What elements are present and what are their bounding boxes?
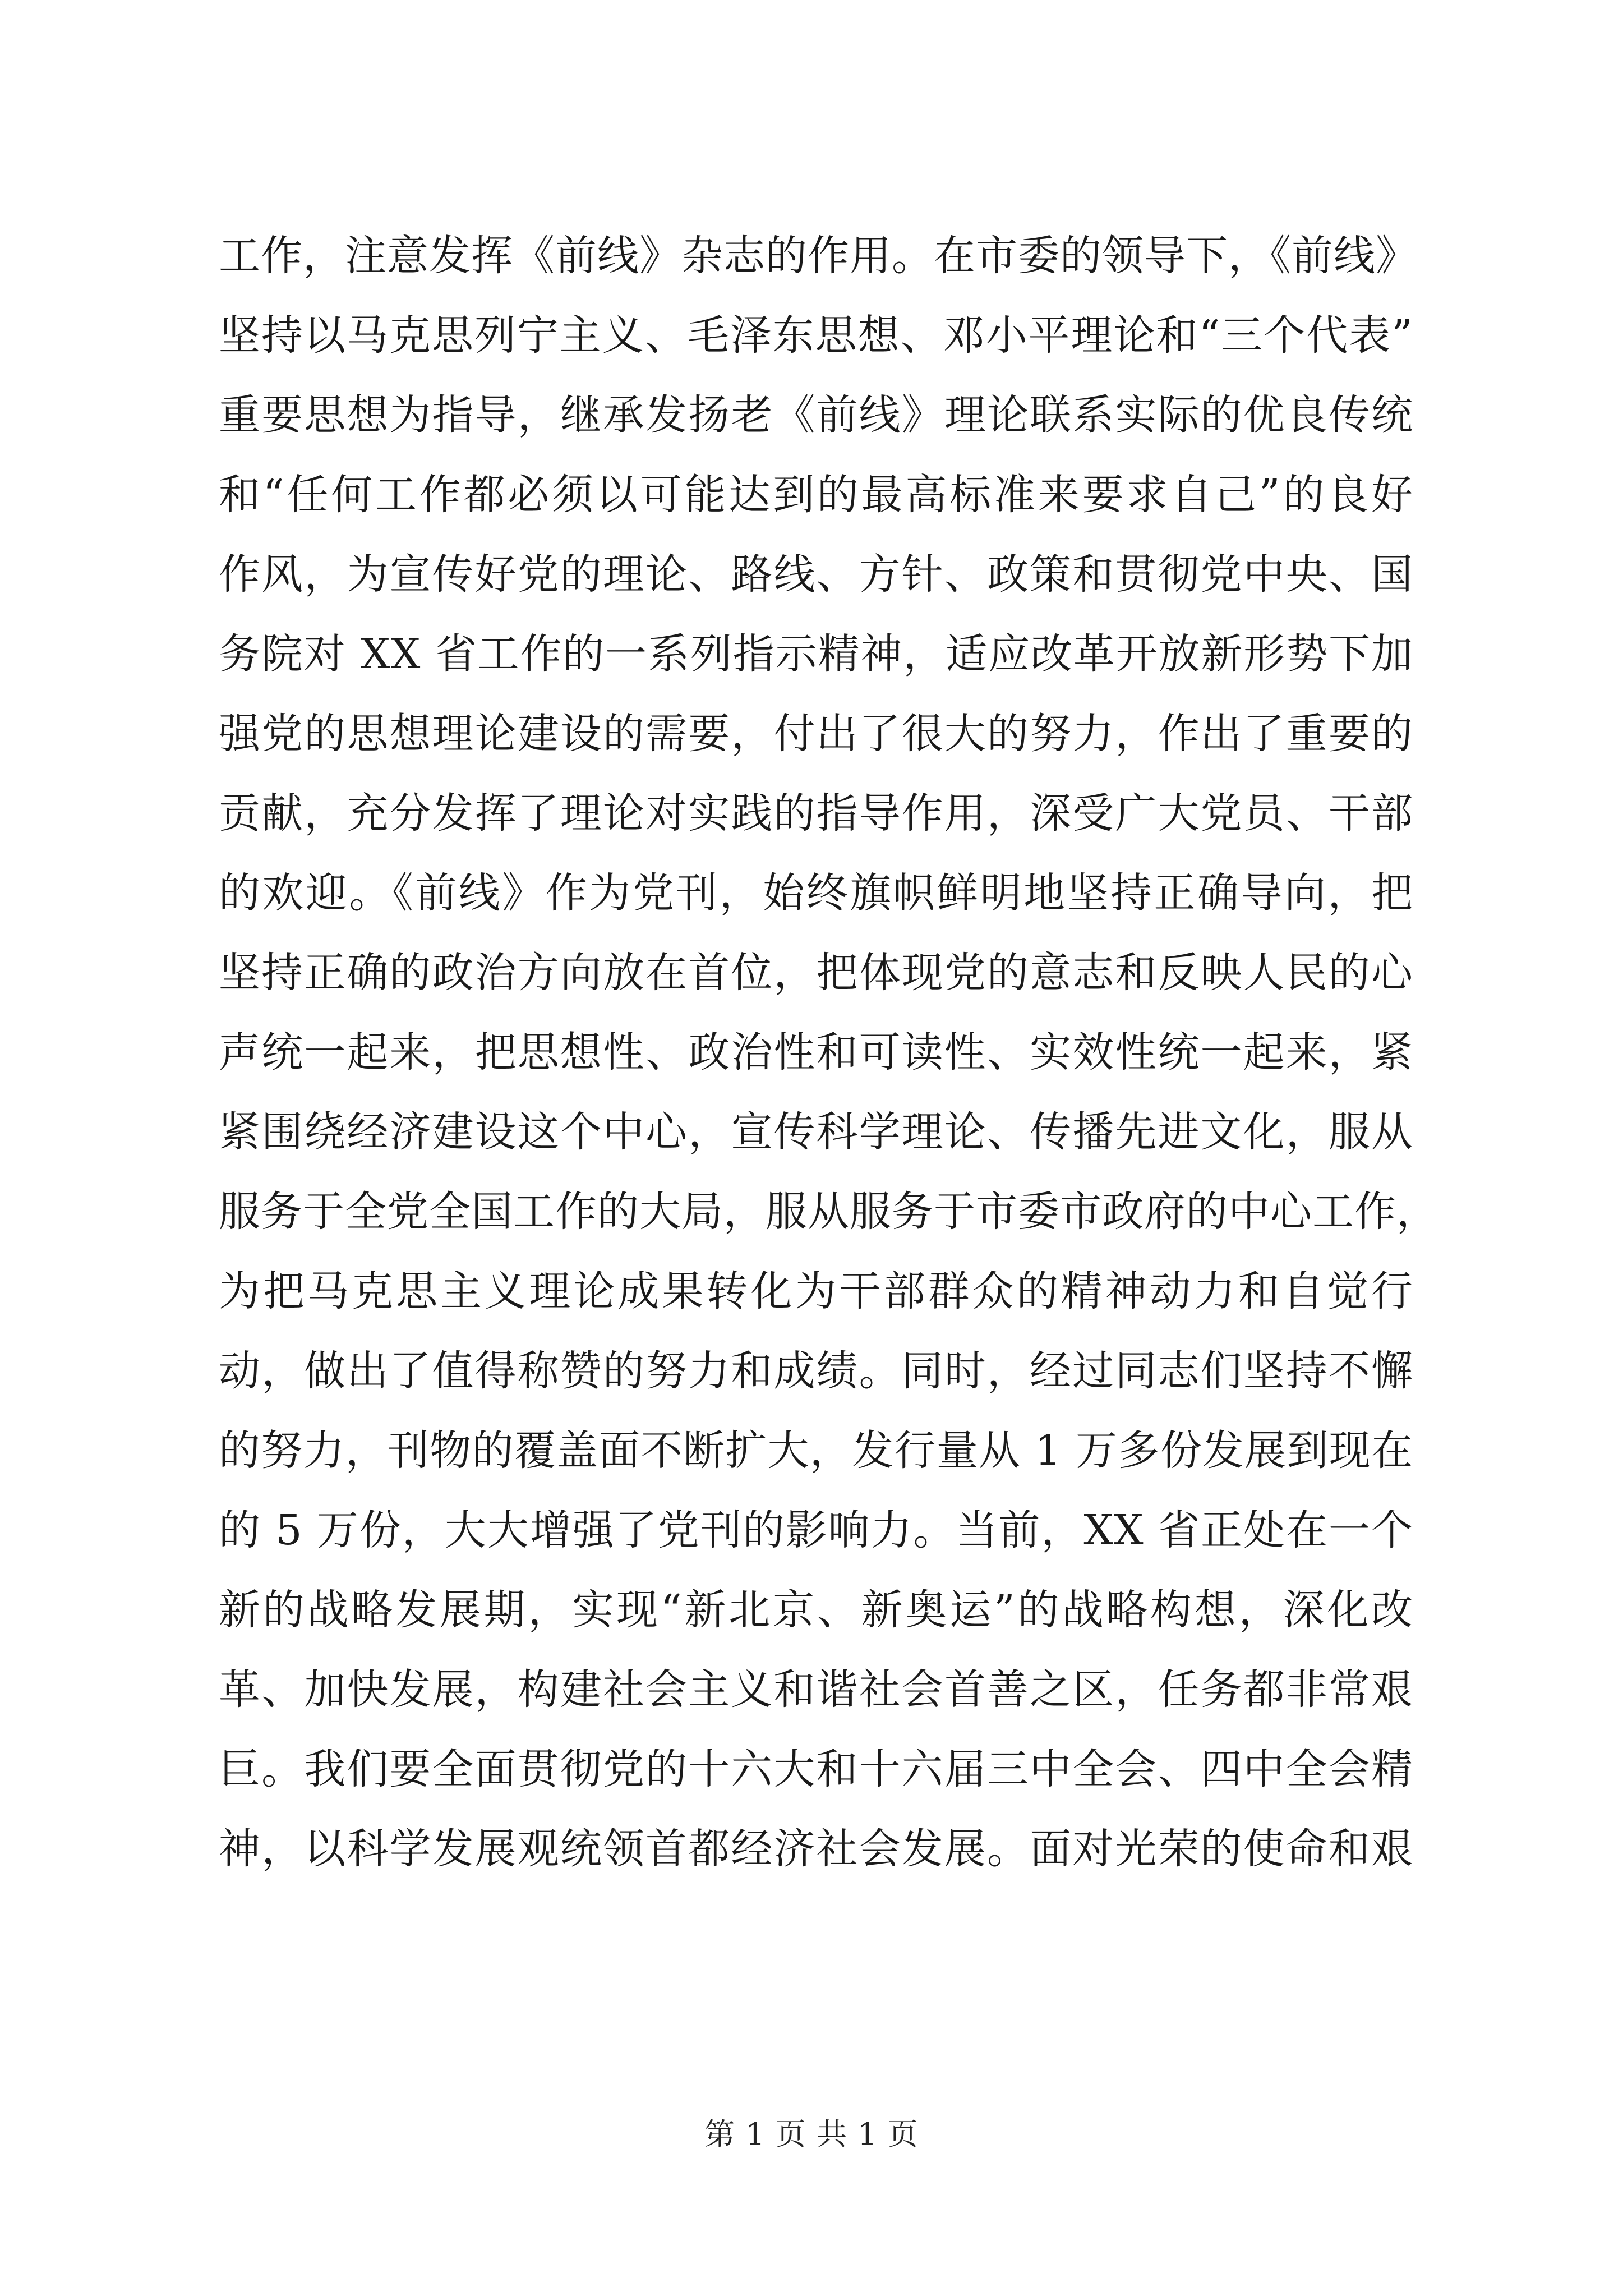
text-line-13: 服务于全党全国工作的大局，服从服务于市委市政府的中心工作， (219, 1188, 1438, 1236)
text-line-14: 为把马克思主义理论成果转化为干部群众的精神动力和自觉行 (219, 1267, 1413, 1315)
text-line-15: 动，做出了值得称赞的努力和成绩。同时，经过同志们坚持不懈 (219, 1347, 1413, 1395)
text-line-1: 工作，注意发挥《前线》杂志的作用。在市委的领导下，《前线》 (219, 232, 1418, 280)
text-line-10: 坚持正确的政治方向放在首位，把体现党的意志和反映人民的心 (219, 949, 1413, 997)
text-line-12: 紧围绕经济建设这个中心，宣传科学理论、传播先进文化，服从 (219, 1108, 1413, 1156)
text-line-17: 的 5 万份，大大增强了党刊的影响力。当前，XX 省正处在一个 (219, 1506, 1413, 1554)
text-line-11: 声统一起来，把思想性、政治性和可读性、实效性统一起来，紧 (219, 1028, 1413, 1076)
text-line-7: 强党的思想理论建设的需要，付出了很大的努力，作出了重要的 (219, 710, 1413, 758)
text-line-19: 革、加快发展，构建社会主义和谐社会首善之区，任务都非常艰 (219, 1665, 1413, 1714)
text-line-16: 的努力，刊物的覆盖面不断扩大，发行量从 1 万多份发展到现在 (219, 1427, 1413, 1475)
text-line-8: 贡献，充分发挥了理论对实践的指导作用，深受广大党员、干部 (219, 789, 1413, 838)
body-text (219, 216, 1438, 1889)
text-line-2: 坚持以马克思列宁主义、毛泽东思想、邓小平理论和“三个代表” (219, 311, 1413, 360)
page-footer: 第 1 页 共 1 页 (704, 2116, 919, 2152)
text-line-18: 新的战略发展期，实现“新北京、新奥运”的战略构想，深化改 (219, 1586, 1413, 1634)
text-line-21: 神，以科学发展观统领首都经济社会发展。面对光荣的使命和艰 (219, 1825, 1413, 1873)
text-line-6: 务院对 XX 省工作的一系列指示精神，适应改革开放新形势下加 (219, 630, 1413, 678)
text-line-4: 和“任何工作都必须以可能达到的最高标准来要求自己”的良好 (219, 471, 1413, 519)
text-line-3: 重要思想为指导，继承发扬老《前线》理论联系实际的优良传统 (219, 391, 1413, 439)
text-line-5: 作风，为宣传好党的理论、路线、方针、政策和贯彻党中央、国 (219, 550, 1413, 599)
text-line-9: 的欢迎。《前线》作为党刊，始终旗帜鲜明地坚持正确导向，把 (219, 869, 1413, 917)
text-line-20: 巨。我们要全面贯彻党的十六大和十六届三中全会、四中全会精 (219, 1745, 1413, 1793)
